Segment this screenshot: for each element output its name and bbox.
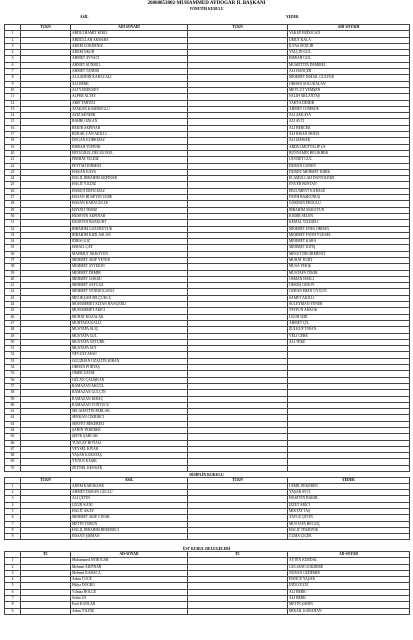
asil-name-cell: HARUN ERYILMAZ [71,188,188,194]
asil-name-cell: AHMET DURAN GÜLLÜ [71,490,188,496]
asil-name-cell: RAMAZAN GÜLÇİN [71,390,188,396]
ust-kurul-heading: ÜST KURUL DELEGELERİ [182,547,231,551]
row-number: 2 [5,37,21,43]
asil-name-cell: HASAN HÜSEYİN CERE [71,195,188,201]
asil-name-cell: DOĞAN KORKMAZ [71,138,188,144]
asil-name-cell: MURTAZA KALLI [71,320,188,326]
yedek-name-cell: GÖKHAN EROĞLU [288,201,410,207]
asil-name-cell: MEHMET SAYGAZ [71,283,188,289]
row-number: 43 [5,295,21,301]
asil-name-cell: HALİT YILDIZ [71,182,188,188]
row-number: 5 [5,56,21,62]
row-number: 37 [5,257,21,263]
asil-name-cell: RAMAZAN YONTUCU [71,402,188,408]
row-number: 23 [5,169,21,175]
row-number: 2 [5,564,21,570]
row-number: 65 [5,434,21,440]
yedek-name-cell: HÜSEYİN BAKIR [288,496,410,502]
row-number: 52 [5,352,21,358]
row-number: 60 [5,402,21,408]
table-row [5,534,410,540]
asil-name-cell: ÖZCAN ÇALIŞKAN [71,377,188,383]
asil-name-cell: ADEM KARAKOSE [71,483,188,489]
row-number: 29 [5,207,21,213]
tckn-cell [21,534,71,540]
asil-name-cell: MURAT KOZALAK [71,314,188,320]
asil-name-cell: SELAHATTİN PARLAK [71,409,188,415]
asil-name-cell: MEHMET AKİF YETER [71,257,188,263]
asil-name-cell: FERHAT YILDIZ [71,157,188,163]
yedek-name-cell: YALÇIN GÜL [288,50,410,56]
row-number: 16 [5,125,21,131]
yonetim-kurulu-table [4,24,410,472]
asil-name-cell: Selim US [71,596,188,602]
yedek-name-cell [288,465,410,471]
row-number: 8 [5,75,21,81]
tckn-cell [188,465,288,471]
asil-name-cell: ALAADDİN KARACALI [71,75,188,81]
asil-name-cell: Yılmaz BÖLGE [71,589,188,595]
yedek-name-cell: ALİ İHSAN MODA [288,132,410,138]
asil-name-cell: MUSTAFA ALIÇ [71,327,188,333]
asil-name-cell: TUNCAY BOYALI [71,440,188,446]
asil-name-cell: VEYSEL KIYAK [71,446,188,452]
row-number: 45 [5,308,21,314]
yedek-name-cell: MEHMET FATİH YÜKSEL [288,232,410,238]
row-number: 35 [5,245,21,251]
asil-name-cell: Adem CÜCE [71,577,188,583]
yonetim-kurulu-heading: YÖNETİM KURULU [189,7,224,11]
row-number: 28 [5,201,21,207]
row-number: 7 [5,521,21,527]
row-number: 33 [5,232,21,238]
header-cell: TCKN [188,25,288,31]
asil-name-cell: Mehmet AKPINAR [71,564,188,570]
row-number: 42 [5,289,21,295]
yedek-name-cell: MUSA TEKİŞ [288,264,410,270]
asil-name-cell: ZEYNEL KENGER [71,465,188,471]
yedek-name-cell: ELAMULLAH DANYILDIZI [288,176,410,182]
row-number: 62 [5,415,21,421]
row-number: 11 [5,94,21,100]
row-number: 64 [5,428,21,434]
row-number: 53 [5,358,21,364]
asil-name-cell: ADEM OKUR [71,50,188,56]
yedek-name-cell: İBRAHİM AKKOYUN [288,207,410,213]
yedek-name-cell: CUMA ÇİÇEK [288,534,410,540]
asil-name-cell: HALİL İBRAHİM AKPINAR [71,176,188,182]
asil-name-cell: HALİT AKAY [71,508,188,514]
asil-name-cell: MELİKŞAH SELÇUKLU [71,295,188,301]
asil-name-cell: ARİF TARTICI [71,100,188,106]
asil-name-cell: ATAKAN KASIMOĞLU [71,106,188,112]
asil-heading: ASİL [80,15,89,19]
asil-name-cell: AHMET SÜNBÜL [71,62,188,68]
yedek-name-cell: MEHMET İSMAİL GÜLYER [288,75,410,81]
asil-name-cell: SERVET BEKEBECİ [71,421,188,427]
row-number: 15 [5,119,21,125]
asil-name-cell: MUHAMMET AKICI [71,308,188,314]
tckn-cell [21,608,71,614]
row-number: 9 [5,81,21,87]
row-number: 66 [5,440,21,446]
yedek-name-cell: İLYAS ZENCİR [288,43,410,49]
row-number: 32 [5,226,21,232]
document-title: 26868853802-MUHAMMED AYDOGAR IL BAŞKANI [147,1,266,6]
yedek-name-cell: ENVER BOSTAN [288,182,410,188]
row-number: 49 [5,333,21,339]
asil-name-cell: SERKAN CİKRİKCİ [71,415,188,421]
asil-name-cell: ŞAHİN TEKEREK [71,428,188,434]
row-number: 4 [5,577,21,583]
yedek-name-cell: TAYFUN AKKÖK [288,308,410,314]
yedek-name-cell: ÖKKEŞ ÖZSOY [288,283,410,289]
asil-name-cell: NEVZAT AKSU [71,352,188,358]
asil-name-cell: ŞEFİK ŞARLAK [71,434,188,440]
row-number: 3 [5,43,21,49]
tckn-cell [188,534,288,540]
row-number: 44 [5,302,21,308]
header-cell: ADI SOYADI [288,25,410,31]
yedek-name-cell: MİKTAT TAŞ [288,508,410,514]
row-number: 22 [5,163,21,169]
asil-name-cell: HÜSEYİN BOZKURT [71,220,188,226]
yedek-name-cell: MEHMET KİTİŞ [288,245,410,251]
yedek-name-cell: MİKAİL KARAHAN [288,608,410,614]
yedek-name-cell: KADİR SELEN [288,213,410,219]
yedek-name-cell: ALİ TEKE [288,339,410,345]
asil-name-cell: ABDULLAH AKBABA [71,37,188,43]
yedek-name-cell: İNDİ CEYİZ [288,583,410,589]
row-number: 19 [5,144,21,150]
yedek-name-cell: MESUT DEĞİRMENCİ [288,251,410,257]
asil-name-cell: İBRAHİM KIZILASLAN [71,232,188,238]
asil-name-cell: MEHMET DEMİR [71,270,188,276]
asil-name-cell: AHMET AYVACI [71,56,188,62]
yedek-name-cell: ZÜLKÜF TOFAN [288,327,410,333]
asil-name-cell: İDRİS GÖZ [71,239,188,245]
row-number: 2 [5,490,21,496]
yedek-name-cell: OSMAN İMALI [288,276,410,282]
asil-name-cell: MEHMET YENİDOĞANCI [71,289,188,295]
yedek-name-cell: OZHAN EREN UYGUN [288,289,410,295]
tckn-cell [188,608,288,614]
yedek-name-cell: HALİT TEKBIYIK [288,527,410,533]
asil-name-cell: YAŞAR KARATAŞ [71,453,188,459]
asil-name-cell: HALİL İBRAHİM BEKEBECİ [71,527,188,533]
header-cell: TC [21,552,71,558]
row-number: 5 [5,508,21,514]
disiplin-kurulu-table [4,477,410,541]
asil-name-cell: MEHMET AKİF CİNAR [71,515,188,521]
yedek-name-cell: MUSTAFA TEKİR [288,270,410,276]
row-number: 41 [5,283,21,289]
asil-name-cell: HÜSEYİN AKPINAR [71,213,188,219]
row-number: 17 [5,132,21,138]
row-number: 14 [5,113,21,119]
row-number: 51 [5,346,21,352]
asil-name-cell: MEHMET AYTEKİN [71,264,188,270]
yedek-name-cell: AHMET ÇİL [288,320,410,326]
row-number: 9 [5,534,21,540]
yedek-name-cell: YAŞAR AVCI [288,490,410,496]
yedek-name-cell: GÜLSÜM GÖKDERE [288,564,410,570]
yedek-name-cell: METİN ŞAHİN [288,602,410,608]
asil-name-cell: HAKAN KAYA [71,169,188,175]
asil-name-cell: RAMAZAN AKGÜL [71,383,188,389]
row-number: 63 [5,421,21,427]
yedek-name-cell: ÜMÜT KALA [288,37,410,43]
yedek-name-cell: HATİCE YAŞAR [288,577,410,583]
yedek-name-cell: MÜSEİTTİN DEMİREL [288,62,410,68]
yedek-name-cell: YAKUP ERDOĞAN [288,31,410,37]
row-number: 6 [5,589,21,595]
asil-name-cell: OĞUZHAN ÖZALTIN KİRAN [71,358,188,364]
row-number: 55 [5,371,21,377]
yedek-name-cell: ALİ İZMSAR [288,138,410,144]
row-number: 69 [5,459,21,465]
yedek-heading: YEDEK [286,15,299,19]
header-cell: YEDEK [288,477,410,483]
asil-name-cell: RAMAZAN KIRAÇ [71,396,188,402]
row-number: 21 [5,157,21,163]
row-number: 10 [5,87,21,93]
row-number: 25 [5,182,21,188]
row-number: 50 [5,339,21,345]
row-number: 7 [5,69,21,75]
asil-name-cell: ALPER ALTAY [71,94,188,100]
asil-name-cell: ÖMER ÜZÜM [71,371,188,377]
row-number: 27 [5,195,21,201]
asil-name-cell: MUSTAFA GÜL [71,333,188,339]
asil-name-cell: Hülya DOĞRU [71,583,188,589]
asil-name-cell: FETTAH KIRMIZI [71,163,188,169]
asil-name-cell: EMRAH TUFENK [71,144,188,150]
yedek-name-cell: MEHMET ENES ORHAN [288,226,410,232]
row-number: 46 [5,314,21,320]
row-number: 24 [5,176,21,182]
asil-name-cell: ALİ ÇETİN [71,496,188,502]
row-number: 4 [5,502,21,508]
yedek-name-cell: ORHAN SOLUKALAN [288,81,410,87]
yedek-name-cell: CEVDET GÜL [288,157,410,163]
asil-name-cell: ADEM GÖKDENİZ [71,43,188,49]
asil-name-cell: HAYATİ TEMİZ [71,207,188,213]
yedek-name-cell: İZZET ARICI [288,502,410,508]
asil-name-cell: BURAK CAN AKILLI [71,132,188,138]
yedek-name-cell: FATİH BAŞKONUŞ [288,195,410,201]
header-cell: AD-SOYAD [71,552,188,558]
row-number: 9 [5,608,21,614]
row-number: 26 [5,188,21,194]
tckn-cell [21,465,71,471]
asil-name-cell: MUHAMMET ALTAN HANÇERLİ [71,302,188,308]
ust-kurul-table [4,551,410,615]
row-number: 3 [5,496,21,502]
yedek-name-cell: MURAT KURT [288,257,410,263]
yedek-name-cell: ALİ HANÇER [288,69,410,75]
row-number: 7 [5,596,21,602]
asil-name-cell: ORHAN PORTAŞ [71,365,188,371]
header-cell: ASİL [71,477,188,483]
row-number: 12 [5,100,21,106]
asil-name-cell: AHMET TANERİ [71,69,188,75]
asil-name-cell: MUSTAFA SÜT [71,346,188,352]
header-cell: TCKN [21,25,71,31]
row-number: 1 [5,483,21,489]
asil-name-cell: Fırat KANLAR [71,602,188,608]
yedek-name-cell: ALİ BERK [288,589,410,595]
header-cell: TCKN [21,477,71,483]
asil-name-cell: İBRAHİM GÖZÜBÜYÜK [71,226,188,232]
row-number: 1 [5,31,21,37]
yedek-name-cell: YAHYA DEMİR [288,100,410,106]
row-number: 36 [5,251,21,257]
yedek-name-cell: UĞUR IŞIK [288,314,410,320]
row-number: 8 [5,527,21,533]
yedek-name-cell: VELİ CERE [288,333,410,339]
row-number: 57 [5,383,21,389]
row-number: 13 [5,106,21,112]
header-cell: TC [188,552,288,558]
asil-name-cell: HASAN KARAGÜLLE [71,201,188,207]
asil-name-cell: Adem YILDIZ [71,608,188,614]
asil-name-cell: METİN TORUN [71,521,188,527]
asil-name-cell: ERTUĞRUL DELİGÖNÜL [71,150,188,156]
row-number: 59 [5,396,21,402]
table-row [5,608,410,614]
table-row [5,465,410,471]
yedek-name-cell: AHMET CÖMRUK [288,106,410,112]
asil-name-cell: Mehmet KARACA [71,570,188,576]
row-number: 4 [5,50,21,56]
yedek-name-cell: CEMİL PEKEREN [288,483,410,489]
yedek-name-cell: ALİ AKKAYA [288,113,410,119]
yedek-name-cell: ALİ BERCEK [288,125,410,131]
asil-name-cell: AZİZ KENDİR [71,113,188,119]
asil-name-cell: HASAN ŞİŞMAN [71,534,188,540]
asil-name-cell: ALİ YURDUSEV [71,87,188,93]
asil-name-cell: MUSTAFA ÖZTÜRK [71,339,188,345]
row-number: 18 [5,138,21,144]
asil-name-cell: İSMAİL ÇAY [71,245,188,251]
asil-name-cell: ABDULHAMIT KIRLI [71,31,188,37]
header-cell: AD-SOYAD [288,552,410,558]
row-number: 48 [5,327,21,333]
yedek-name-cell: ABDULMUTTALİP US [288,144,410,150]
asil-name-cell: ALİ BERK [71,81,188,87]
yedek-name-cell: BÜNYAMİN BELİKIRIK [288,150,410,156]
row-number: 61 [5,409,21,415]
yedek-name-cell: SALİH ARLANTAŞ [288,94,410,100]
row-number: 54 [5,365,21,371]
row-number: 47 [5,320,21,326]
row-number: 56 [5,377,21,383]
yedek-name-cell: DURDU MEHMET KIRIK [288,169,410,175]
asil-name-cell: YUNUS KAŞIK [71,459,188,465]
row-number: 39 [5,270,21,276]
asil-name-cell: BAHRİ ÖZKAN [71,119,188,125]
yedek-name-cell: EMRAH GÖL [288,56,410,62]
yedek-name-cell: SAMET AKILLI [288,295,410,301]
asil-name-cell: MAHMUT AKKOYUN [71,251,188,257]
row-number: 6 [5,62,21,68]
row-number: 70 [5,465,21,471]
disiplin-kurulu-heading: DİSİPLİN KURULU [189,472,224,477]
yedek-name-cell: ALİ BERK [288,596,410,602]
yedek-name-cell: MEHMET KARA [288,239,410,245]
row-number: 1 [5,558,21,564]
yedek-name-cell: MUSTAFA BELGİÇ [288,521,410,527]
yedek-name-cell: YAVUZ ÇETİN [288,515,410,521]
yedek-name-cell: ALİ AVCI [288,119,410,125]
yedek-name-cell: AYTEN KURDAL [288,558,410,564]
yedek-name-cell: MEVLÜT YEMŞEN [288,87,410,93]
row-number: 3 [5,570,21,576]
row-number: 40 [5,276,21,282]
row-number: 30 [5,213,21,219]
row-number: 68 [5,453,21,459]
header-cell: TCKN [188,477,288,483]
yedek-name-cell: SÜLEYMAN YENER [288,302,410,308]
row-number: 20 [5,150,21,156]
header-cell: ADI SOYADI [71,25,188,31]
row-number: 8 [5,602,21,608]
row-number: 34 [5,239,21,245]
row-number: 38 [5,264,21,270]
row-number: 58 [5,390,21,396]
asil-name-cell: MEHMET GÖKSU [71,276,188,282]
yedek-name-cell: DURAN GÖNEN [288,163,410,169]
yedek-name-cell: KEMAL YILDIZLI [288,220,410,226]
asil-name-cell: UĞUR KANI [71,502,188,508]
asil-name-cell: Muhammed AYDOĞAR [71,558,188,564]
yedek-name-cell: NURAN ÖZDEMİR [288,570,410,576]
row-number: 31 [5,220,21,226]
row-number: 5 [5,583,21,589]
yedek-name-cell: ERCÜMENT KARASU [288,188,410,194]
row-number: 67 [5,446,21,452]
asil-name-cell: BEKİR AKPINAR [71,125,188,131]
row-number: 6 [5,515,21,521]
